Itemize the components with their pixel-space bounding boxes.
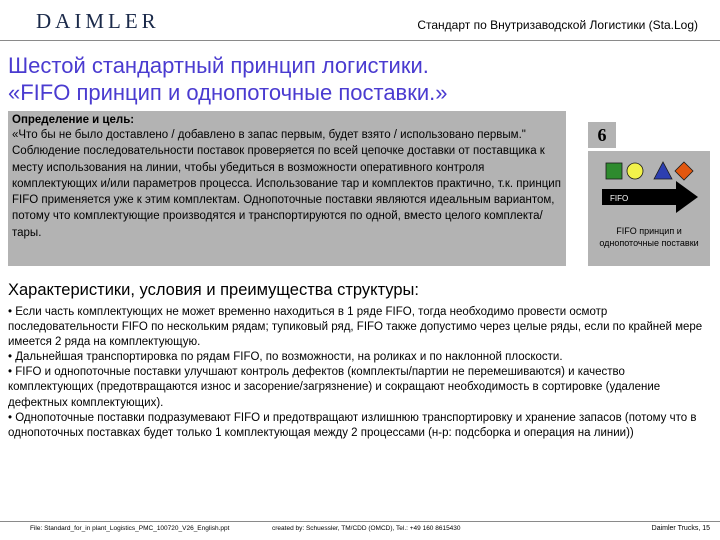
orange-diamond-icon (675, 162, 693, 180)
green-square-icon (606, 163, 622, 179)
slide-title (8, 52, 708, 106)
slide-title-line-1: Шестой стандартный принцип логистики. (8, 53, 429, 78)
footer-author: created by: Schuessler, TM/CDD (OMCD), Tel.: +49 160 8615430 (272, 525, 461, 532)
daimler-logo: DAIMLER (36, 9, 160, 33)
list-item: • Если часть комплектующих не может временно находиться в 1 ряде FIFO, тогда необходимо провести осмотр последовательности FIFO по нескольким рядам; тупиковый ряд, FIFO также допустимо через целые ряды, если по крайней мере имеется 2 ряда на комплектующую. (8, 306, 703, 349)
footer-brand-page: Daimler Trucks, 15 (651, 525, 710, 532)
slide-title-line-2: «FIFO принцип и однопоточные поставки.» (8, 80, 448, 105)
characteristics-list (8, 305, 708, 441)
header-divider (0, 40, 720, 41)
list-item: • Дальнейшая транспортировка по рядам FIFO, по возможности, на роликах и по наклонной плоскости. (8, 351, 563, 364)
header-title: Стандарт по Внутризаводской Логистики (Sta.Log) (417, 18, 698, 32)
list-item: • FIFO и однопоточные поставки улучшают контроль дефектов (комплекты/партии не перемешиваются) и качество комплектующих (предотвращаются износ и засорение/загрязнение) и сокращают необходимость в сортировке (удаление дефектных комплектующих). (8, 366, 661, 409)
principle-number: 6 (588, 122, 616, 148)
arrow-head-icon (676, 181, 698, 213)
definition-text: «Что бы не было доставлено / добавлено в запас первым, будет взято / использовано первым." Соблюдение последовательности поставок проверяется по всей цепочке доставки от поставщика к месту использования на линии, чтобы убедиться в возможности оперативного контроля комплектующих и/или параметров процесса. Использование тар и комплектов практично, т.к. принцип FIFO применяется уже к этим комплектам. Однопоточные поставки являются идеальным вариантом, потому что комплектующие производятся и транспортируются по одной, вместо целого комплекта/тары. (12, 129, 561, 239)
principle-badge (575, 111, 715, 266)
definition-box (8, 111, 566, 266)
fifo-icon-panel (588, 151, 710, 223)
footer-divider (0, 521, 720, 522)
characteristics-heading: Характеристики, условия и преимущества структуры: (8, 281, 419, 299)
blue-triangle-icon (654, 162, 672, 179)
yellow-circle-icon (627, 163, 643, 179)
footer-file-name: File: Standard_for_in plant_Logistics_PMC_100720_V26_English.ppt (30, 525, 230, 532)
fifo-icon-label: FIFO (610, 194, 629, 203)
definition-heading: Определение и цель: (12, 114, 135, 126)
fifo-caption: FIFO принцип и однопоточные поставки (588, 223, 710, 266)
list-item: • Однопоточные поставки подразумевают FIFO и предотвращают излишнюю транспортировку и хранение запасов (потому что в однопоточных поставках будет только 1 комплектующая между 2 процессами (н-р: подсборка и операция на линии)) (8, 411, 697, 439)
fifo-shapes-icon (588, 151, 710, 223)
